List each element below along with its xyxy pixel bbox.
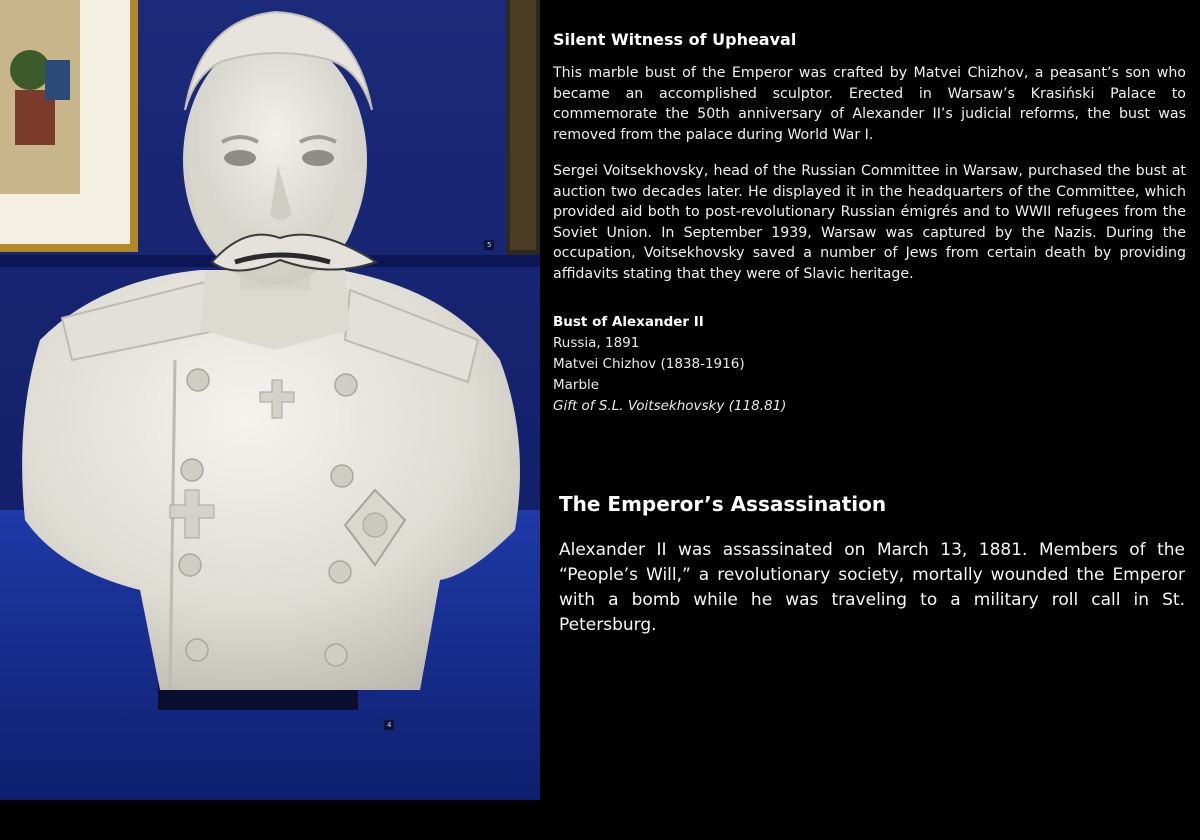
framed-print bbox=[0, 0, 138, 252]
bust-photo bbox=[0, 0, 540, 800]
paragraph-assassination: Alexander II was assassinated on March 13, 1881. Members of the “People’s Will,” a revolutionary society, mortally wounded the Emperor with a bomb while he was traveling to a military roll call in St. Petersburg. bbox=[559, 540, 1185, 635]
exhibit-label-text bbox=[553, 30, 1186, 417]
exhibit-number-5: 5 bbox=[484, 240, 494, 250]
caption-material: Marble bbox=[553, 377, 600, 393]
object-caption bbox=[553, 312, 1186, 417]
paragraph-voitsekhovsky: Sergei Voitsekhovsky, head of the Russian Committee in Warsaw, purchased the bust at auction two decades later. He displayed it in the headquarters of the Committee, which provided aid both to post-revolutionary Russian émigrés and to WWII refugees from the Soviet Union. In September 1939, Warsaw was captured by the Nazis. During the occupation, Voitsekhovsky saved a number of Jews from certain death by providing affidavits stating that they were of Slavic heritage. bbox=[553, 163, 1186, 282]
caption-artist: Matvei Chizhov (1838-1916) bbox=[553, 356, 745, 372]
section-title-silent-witness: Silent Witness of Upheaval bbox=[553, 30, 797, 49]
caption-title: Bust of Alexander II bbox=[553, 314, 704, 330]
bust-illustration bbox=[0, 0, 540, 800]
paragraph-bust-origin: This marble bust of the Emperor was crafted by Matvei Chizhov, a peasant’s son who became an accomplished sculptor. Erected in Warsaw’s Krasiński Palace to commemorate the 50th anniversary of Alexander II’s judicial reforms, the bust was removed from the palace during World War I. bbox=[553, 65, 1186, 143]
section-title-assassination: The Emperor’s Assassination bbox=[559, 492, 887, 516]
caption-origin: Russia, 1891 bbox=[553, 335, 640, 351]
caption-credit: Gift of S.L. Voitsekhovsky (118.81) bbox=[553, 398, 787, 414]
assassination-section bbox=[559, 492, 1185, 638]
exhibit-number-4: 4 bbox=[384, 720, 394, 730]
